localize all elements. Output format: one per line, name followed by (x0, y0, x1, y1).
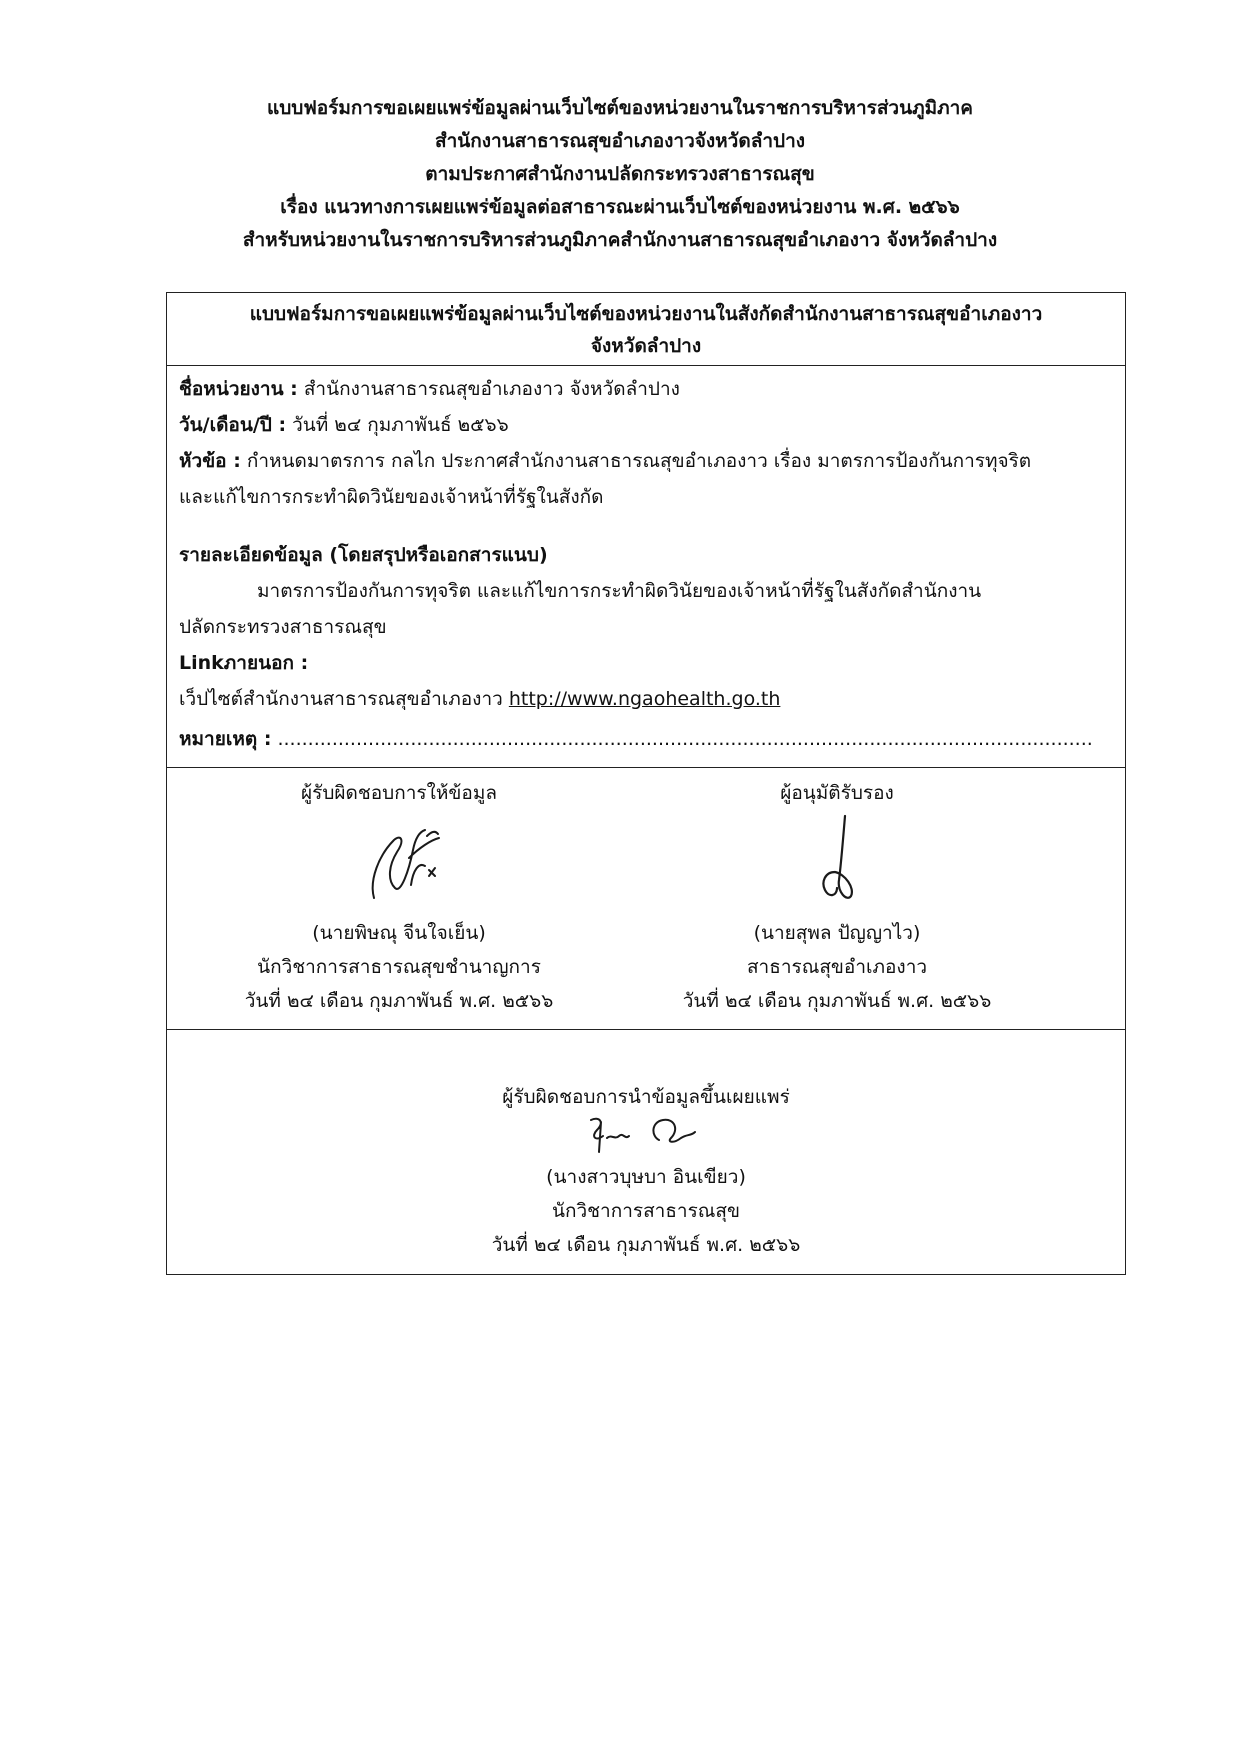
topic-continuation: และแก้ไขการกระทำผิดวินัยของเจ้าหน้าที่รัฐในสังกัด (179, 486, 604, 508)
signature-image (339, 810, 459, 910)
detail-line-2: ปลัดกระทรวงสาธารณสุข (179, 616, 387, 638)
note-label: หมายเหตุ : (179, 728, 272, 750)
right-signer-name: (นายสุพล ปัญญาไว) (753, 922, 921, 944)
publisher-section (167, 1030, 1125, 1262)
publisher-name: (นางสาวบุษบา อินเขียว) (546, 1166, 746, 1188)
document-header (0, 92, 1240, 257)
website-link[interactable]: http://www.ngaohealth.go.th (508, 688, 781, 710)
publisher-position: นักวิชาการสาธารณสุข (551, 1200, 741, 1222)
left-signer-date: วันที่ ๒๔ เดือน กุมภาพันธ์ พ.ศ. ๒๕๖๖ (244, 990, 554, 1012)
right-signer-date: วันที่ ๒๔ เดือน กุมภาพันธ์ พ.ศ. ๒๕๖๖ (682, 990, 992, 1012)
header-line-3: ตามประกาศสำนักงานปลัดกระทรวงสาธารณสุข (425, 163, 815, 185)
note-row (179, 721, 1113, 757)
unit-row (179, 371, 1113, 407)
left-signer (189, 776, 609, 1018)
publisher-date: วันที่ ๒๔ เดือน กุมภาพันธ์ พ.ศ. ๒๕๖๖ (491, 1234, 801, 1256)
left-signer-name: (นายพิษณุ จีนใจเย็น) (312, 922, 486, 944)
header-line-1: แบบฟอร์มการขอเผยแพร่ข้อมูลผ่านเว็บไซต์ของหน่วยงานในราชการบริหารส่วนภูมิภาค (266, 97, 974, 119)
unit-value: สำนักงานสาธารณสุขอำเภองาว จังหวัดลำปาง (297, 378, 680, 400)
right-signer (627, 776, 1047, 1018)
form-title-line-2: จังหวัดลำปาง (590, 335, 702, 357)
right-signer-role: ผู้อนุมัติรับรอง (780, 782, 894, 804)
left-signer-position: นักวิชาการสาธารณสุขชำนาญการ (257, 956, 541, 978)
header-line-4: เรื่อง แนวทางการเผยแพร่ข้อมูลต่อสาธารณะผ่านเว็บไซต์ของหน่วยงาน พ.ศ. ๒๕๖๖ (280, 196, 960, 218)
note-value: ....................................................................................................................................... (271, 728, 1093, 750)
topic-row (179, 443, 1113, 479)
link-label: Linkภายนอก : (179, 652, 309, 674)
form-title (167, 293, 1125, 366)
left-signer-role: ผู้รับผิดชอบการให้ข้อมูล (301, 782, 497, 804)
date-label: วัน/เดือน/ปี : (179, 414, 287, 436)
topic-label: หัวข้อ : (179, 450, 241, 472)
date-value: วันที่ ๒๔ กุมภาพันธ์ ๒๕๖๖ (286, 414, 509, 436)
link-row (179, 681, 1113, 717)
signature-image (571, 1112, 721, 1158)
link-text: เว็ปไซต์สำนักงานสาธารณสุขอำเภองาว (179, 688, 509, 710)
right-signature (627, 810, 1047, 916)
right-signer-position: สาธารณสุขอำเภองาว (746, 956, 928, 978)
detail-label: รายละเอียดข้อมูล (โดยสรุปหรือเอกสารแนบ) (179, 544, 548, 566)
date-row (179, 407, 1113, 443)
info-section (167, 366, 1125, 768)
signature-row (167, 768, 1125, 1030)
detail-line-1: มาตรการป้องกันการทุจริต และแก้ไขการกระทำผิดวินัยของเจ้าหน้าที่รัฐในสังกัดสำนักงาน (257, 580, 982, 602)
topic-value: กำหนดมาตรการ กลไก ประกาศสำนักงานสาธารณสุขอำเภองาว เรื่อง มาตรการป้องกันการทุจริต (240, 450, 1032, 472)
publisher-signature (167, 1112, 1125, 1160)
publisher-role: ผู้รับผิดชอบการนำข้อมูลขึ้นเผยแพร่ (502, 1086, 790, 1108)
signature-image (797, 810, 877, 910)
form-title-line-1: แบบฟอร์มการขอเผยแพร่ข้อมูลผ่านเว็บไซต์ของหน่วยงานในสังกัดสำนักงานสาธารณสุขอำเภองาว (249, 303, 1043, 325)
left-signature (189, 810, 609, 916)
spacer (179, 515, 1113, 537)
header-line-5: สำหรับหน่วยงานในราชการบริหารส่วนภูมิภาคสำนักงานสาธารณสุขอำเภองาว จังหวัดลำปาง (242, 229, 998, 251)
request-form (166, 292, 1126, 1275)
unit-label: ชื่อหน่วยงาน : (179, 378, 298, 400)
header-line-2: สำนักงานสาธารณสุขอำเภองาวจังหวัดลำปาง (434, 130, 806, 152)
